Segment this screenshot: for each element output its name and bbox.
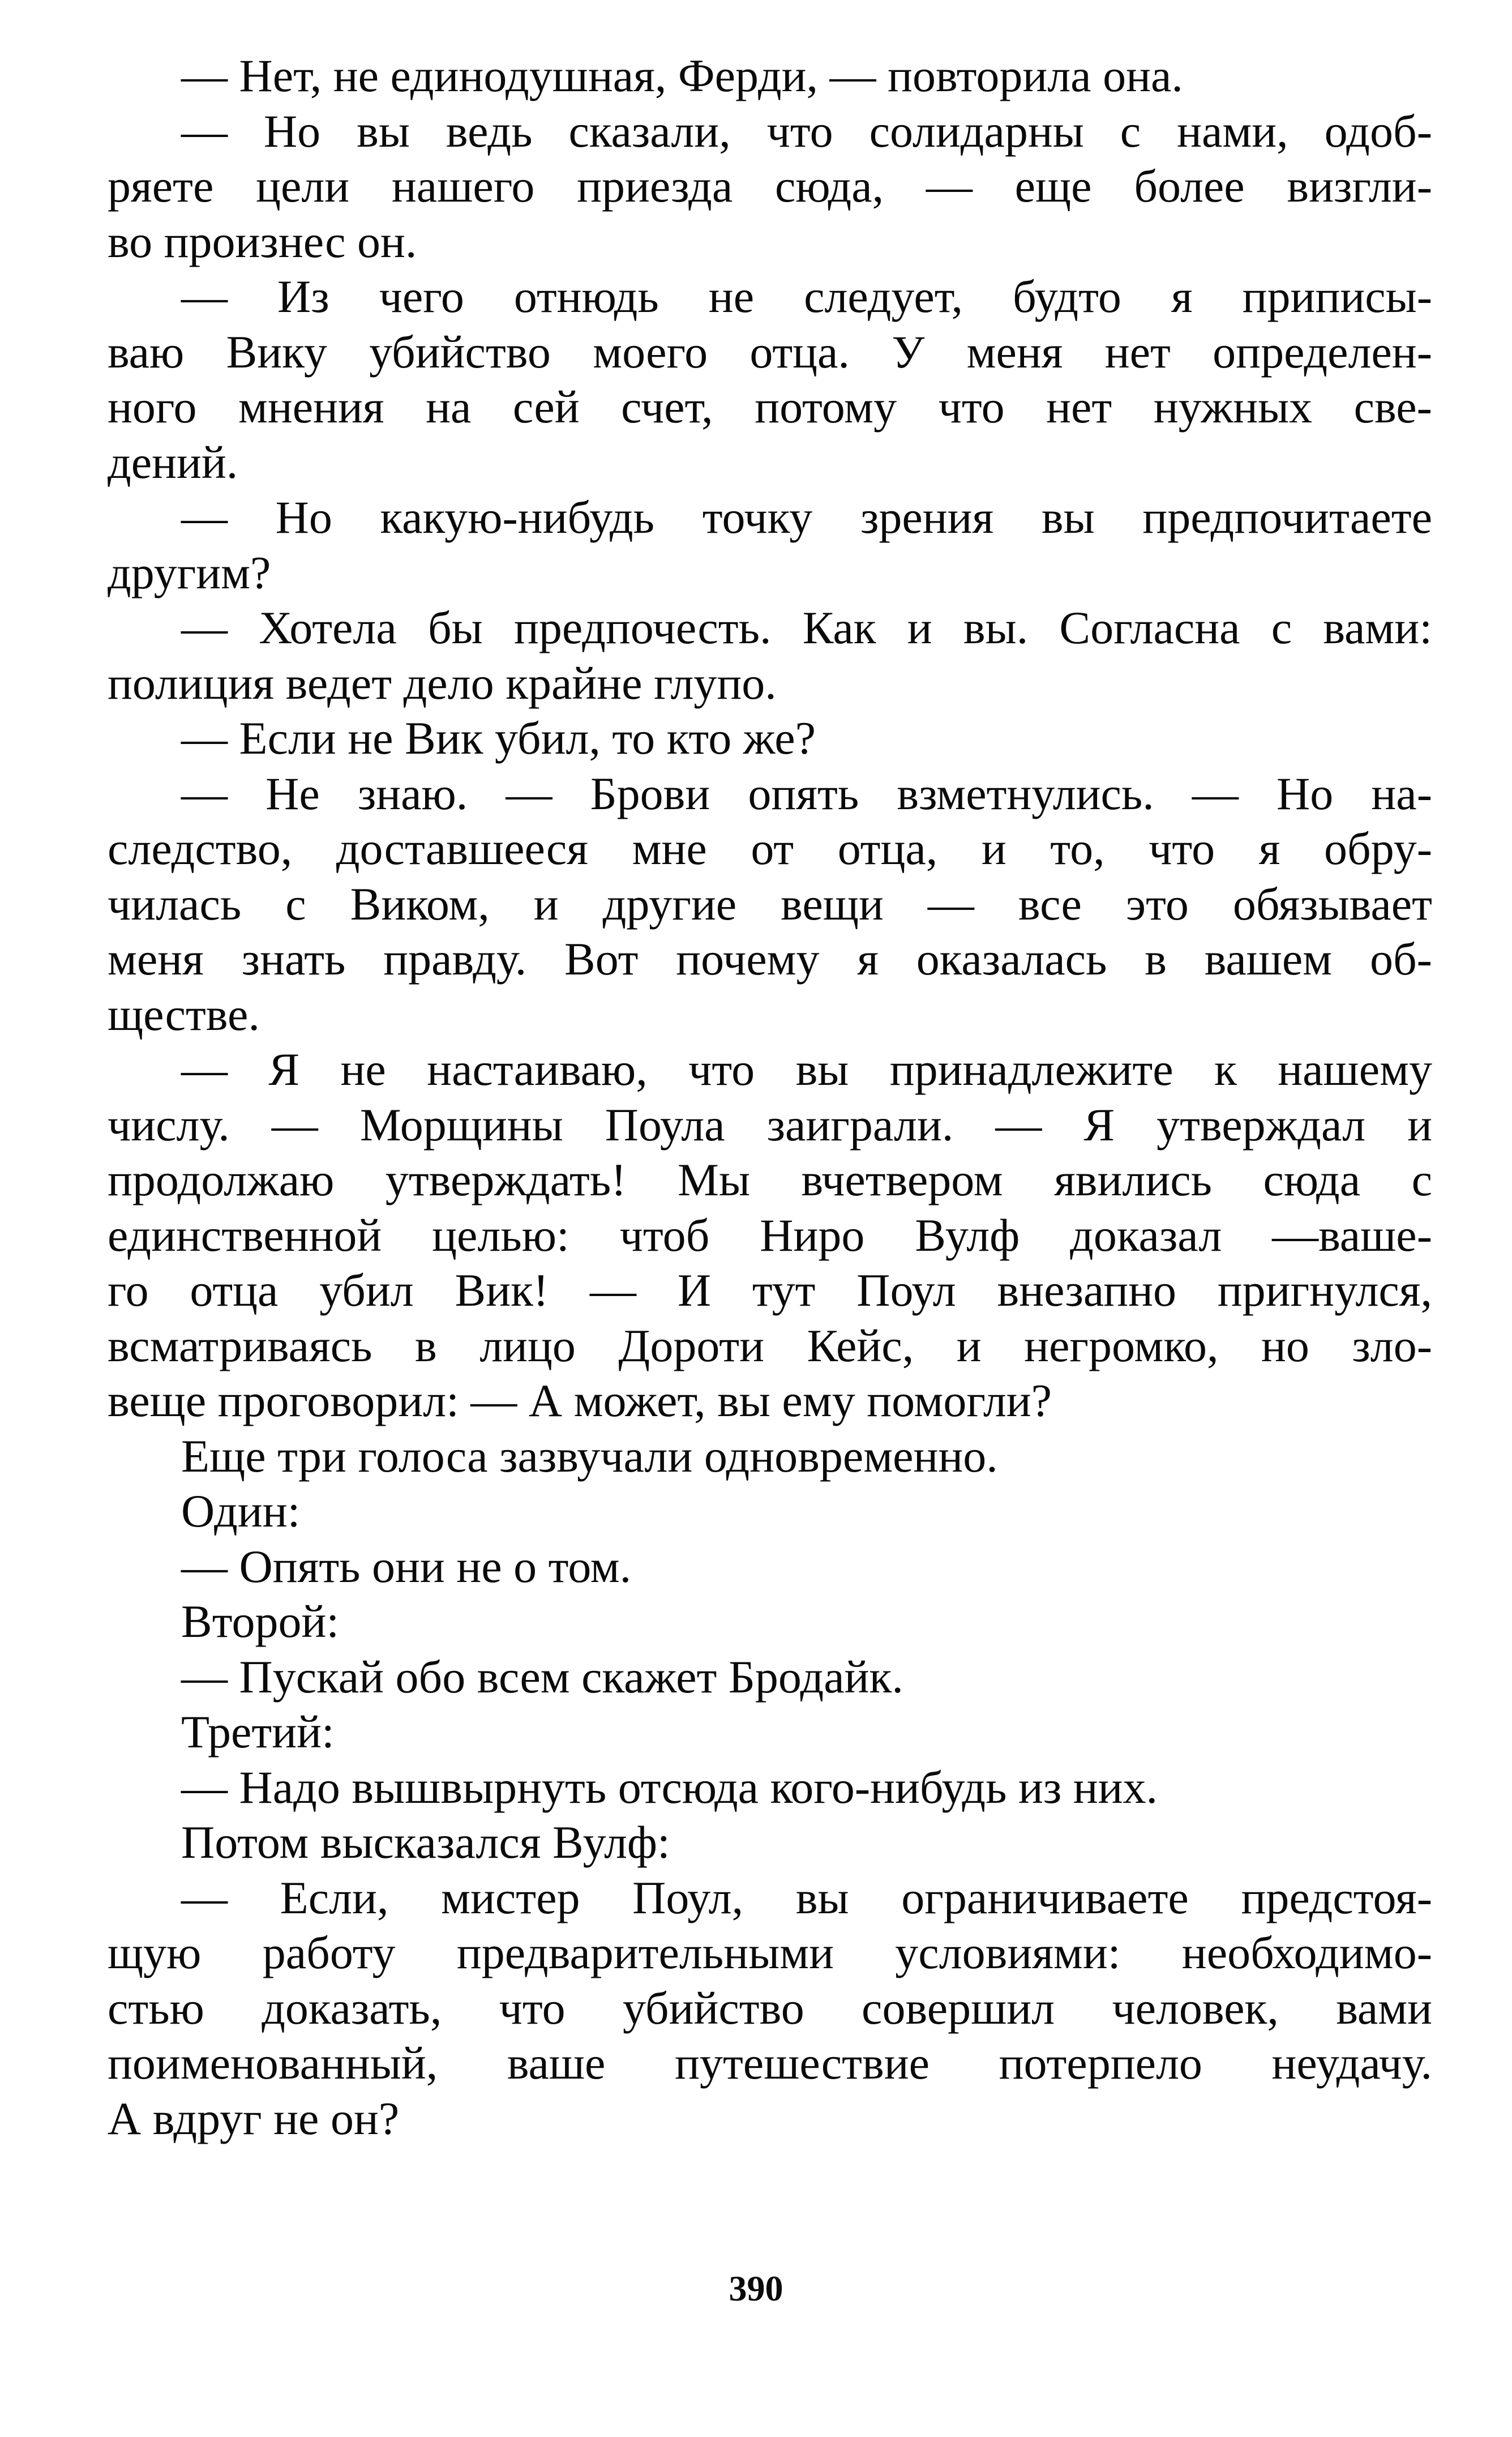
text-line: ряете цели нашего приезда сюда, — еще более визгли- — [108, 160, 1432, 212]
text-line: Потом высказался Вулф: — [181, 1816, 670, 1868]
text-line: ществе. — [108, 988, 260, 1040]
text-line: всматриваясь в лицо Дороти Кейс, и негромко, но зло- — [108, 1319, 1432, 1371]
text-line: — Хотела бы предпочесть. Как и вы. Согласна с вами: — [181, 602, 1432, 653]
text-line: Третий: — [181, 1706, 335, 1758]
text-line: — Но вы ведь сказали, что солидарны с нами, одоб- — [181, 105, 1432, 157]
text-line: — Опять они не о том. — [181, 1540, 632, 1592]
text-line: стью доказать, что убийство совершил человек, вами — [108, 1982, 1432, 2034]
text-line: А вдруг не он? — [108, 2092, 400, 2144]
text-line: Второй: — [181, 1596, 340, 1647]
page-body — [108, 48, 1432, 2146]
text-line: Еще три голоса зазвучали одновременно. — [181, 1430, 998, 1482]
text-line: числу. — Морщины Поула заиграли. — Я утверждал и — [108, 1098, 1432, 1151]
text-line: — Пускай обо всем скажет Бродайк. — [181, 1651, 903, 1703]
text-line: — Но какую-нибудь точку зрения вы предпочитаете — [181, 491, 1432, 543]
text-line: — Если, мистер Поул, вы ограничиваете предстоя- — [181, 1871, 1432, 1923]
text-line: полиция ведет дело крайне глупо. — [108, 657, 777, 709]
text-line: другим? — [108, 546, 271, 598]
text-line: следство, доставшееся мне от отца, и то, что я обру- — [108, 823, 1432, 874]
text-line: щую работу предварительными условиями: необходимо- — [108, 1927, 1432, 1978]
text-line: продолжаю утверждать! Мы вчетвером явились сюда с — [108, 1154, 1432, 1205]
text-line: ваю Вику убийство моего отца. У меня нет определен- — [108, 326, 1432, 378]
text-line: чилась с Виком, и другие вещи — все это обязывает — [108, 878, 1432, 930]
text-line: — Надо вышвырнуть отсюда кого-нибудь из них. — [181, 1761, 1158, 1813]
text-line: — Не знаю. — Брови опять взметнулись. — Но на- — [181, 767, 1432, 819]
text-line: го отца убил Вик! — И тут Поул внезапно пригнулся, — [108, 1264, 1432, 1316]
text-line: — Я не настаиваю, что вы принадлежите к нашему — [181, 1044, 1432, 1095]
text-line: дений. — [108, 436, 238, 488]
text-line: во произнес он. — [108, 215, 417, 267]
page-number: 390 — [729, 2268, 783, 2308]
text-line: ного мнения на сей счет, потому что нет нужных све- — [108, 381, 1432, 433]
text-line: — Если не Вик убил, то кто же? — [181, 712, 816, 764]
text-line: меня знать правду. Вот почему я оказалась в вашем об- — [108, 933, 1432, 985]
text-line: Один: — [181, 1485, 301, 1537]
text-line: — Нет, не единодушная, Ферди, — повторила она. — [181, 50, 1183, 101]
text-line: — Из чего отнюдь не следует, будто я приписы- — [181, 271, 1432, 322]
text-line: веще проговорил: — А может, вы ему помогли? — [108, 1375, 1052, 1426]
text-line: поименованный, ваше путешествие потерпело неудачу. — [108, 2037, 1432, 2089]
text-line: единственной целью: чтоб Ниро Вулф доказал —ваше- — [108, 1209, 1432, 1261]
